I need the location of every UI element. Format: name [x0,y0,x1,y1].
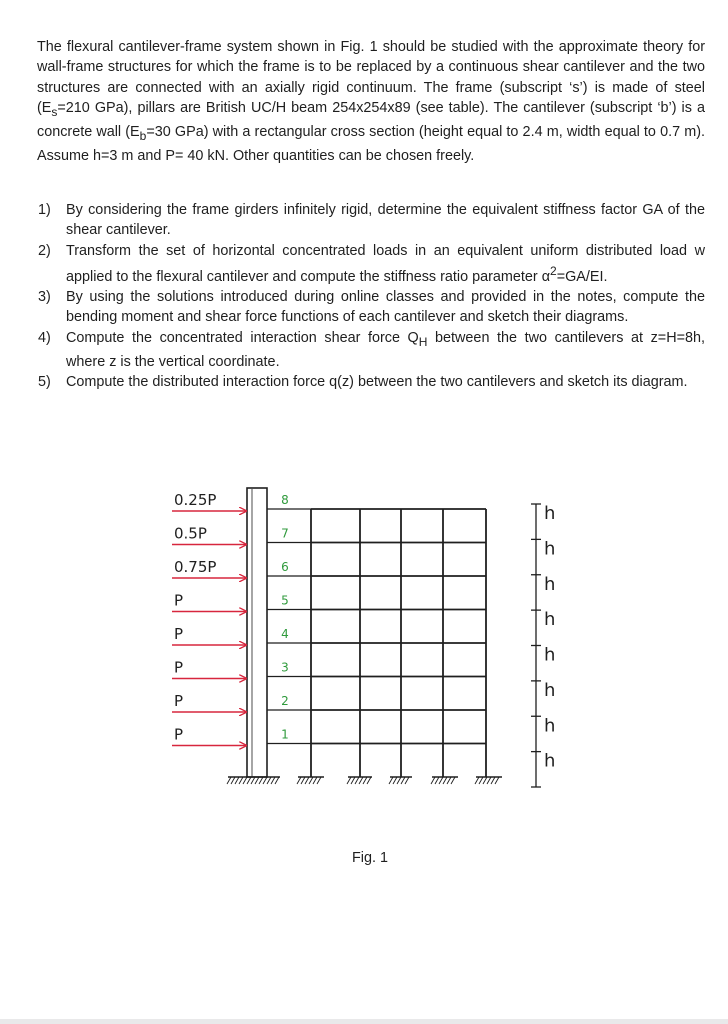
intro-text-1: The flexural cantilever-frame system shown in Fig. 1 should be studied with the approximate theory for wall-frame structures for which the frame is to be replaced by a continuous shear cantilever and the two structures are connected with an axially rigid continuum. The frame (subscript ‘s’) is made of steel (E [37,39,705,116]
ground-hatch [479,777,483,784]
ground-hatch [267,777,271,784]
ground-hatch [431,777,435,784]
ground-hatch [317,777,321,784]
ground-hatch [259,777,263,784]
load-arrows [172,491,246,746]
ground-hatch [235,777,239,784]
ground-hatch [239,777,243,784]
intro-text-2: =210 GPa), pillars are British UC/H beam 254x254x89 (see table). The cantilever (subscript ‘b’) is a concrete wall (E [37,99,705,141]
floor-number: 2 [281,694,289,708]
ground-hatch [231,777,235,784]
load-label: 0.5P [174,524,207,543]
ground-hatch [401,777,405,784]
task-item [38,200,705,241]
task-list [38,200,705,392]
height-label: h [544,609,556,631]
ground-hatch [301,777,305,784]
bottom-divider [0,1019,728,1024]
subscript-s: s [51,104,58,119]
ground-hatch [389,777,393,784]
height-label: h [544,679,556,701]
floor-number: 6 [281,560,289,574]
ground-hatch [439,777,443,784]
subscript-b: b [139,128,147,143]
load-label: P [174,591,184,610]
ground-hatch [271,777,275,784]
load-label: 0.75P [174,558,217,576]
height-label: h [544,715,556,737]
ground-hatch [309,777,313,784]
floor-number: 4 [281,627,289,641]
ground-hatch [263,777,267,784]
task-number: 2) [38,242,51,259]
load-label: P [174,658,184,677]
height-label: h [544,538,556,560]
ground-hatch [359,777,363,784]
ground-hatch [393,777,397,784]
load-label: P [174,725,184,744]
height-label: h [544,644,556,666]
task-number: 5) [38,374,51,391]
ground-hatch [227,777,231,784]
load-label: P [174,692,184,710]
ground-hatch [305,777,309,784]
ground-hatch [495,777,499,784]
height-dimension [531,503,555,787]
floor-number: 8 [281,493,289,507]
ground-hatch [275,777,279,784]
ground-hatch [475,777,479,784]
ground-hatch [243,777,247,784]
task-item [38,372,705,392]
ground-hatch [451,777,455,784]
intro-paragraph [37,37,705,167]
ground-hatch [347,777,351,784]
task-item [38,241,705,287]
ground-hatch [491,777,495,784]
floor-number: 3 [281,660,289,675]
task-text: Compute the concentrated interaction shear force Q [66,329,419,346]
ground-hatch [363,777,367,784]
concrete-wall [247,488,267,777]
load-label: P [174,625,184,643]
ground-hatch [435,777,439,784]
floor-number: 7 [281,526,289,541]
height-label: h [544,573,556,595]
height-label: h [544,750,556,772]
wall-frame-diagram [160,474,580,794]
task-text: Transform the set of horizontal concentrated loads in an equivalent uniform distributed load w applied to the flexural cantilever and compute the stiffness ratio parameter α [66,242,705,285]
task-number: 1) [38,202,51,218]
task-number: 3) [38,288,51,305]
load-label: 0.25P [174,491,217,509]
task-text: By using the solutions introduced during online classes and provided in the notes, compute the bending moment and shear force functions of each cantilever and sketch their diagrams. [66,288,705,326]
ground-hatch [351,777,355,784]
ground-hatch [405,777,409,784]
subscript-h: H [418,334,428,349]
ground-hatch [255,777,259,784]
ground-hatch [483,777,487,784]
frame-structure [227,488,502,784]
task-text-end: =GA/EI. [556,268,608,285]
intro-text-3: =30 GPa) with a rectangular cross section (height equal to 2.4 m, width equal to 0.7 m). Assume h=3 m and P= 40 kN. Other quantities can be chosen freely. [37,124,705,165]
figure-caption: Fig. 1 [352,850,388,866]
task-number: 4) [38,329,51,346]
ground-hatch [443,777,447,784]
task-item [38,287,705,328]
superscript-2: 2 [550,263,557,278]
task-text-end: between the two cantilevers at z=H=8h, where z is the vertical coordinate. [66,329,706,370]
ground-hatch [447,777,451,784]
task-text: By considering the frame girders infinitely rigid, determine the equivalent stiffness factor GA of the shear cantilever. [66,202,705,239]
ground-hatch [367,777,371,784]
floor-number: 1 [281,727,289,742]
ground-hatch [297,777,301,784]
ground-hatch [355,777,359,784]
height-label: h [544,503,556,524]
ground-hatch [251,777,255,784]
ground-hatch [487,777,491,784]
floor-number: 5 [281,593,289,608]
task-text: Compute the distributed interaction force q(z) between the two cantilevers and sketch its diagram. [66,374,688,391]
task-item [38,328,705,372]
ground-hatch [313,777,317,784]
ground-hatch [247,777,251,784]
ground-hatch [397,777,401,784]
floor-numbers [281,493,289,742]
